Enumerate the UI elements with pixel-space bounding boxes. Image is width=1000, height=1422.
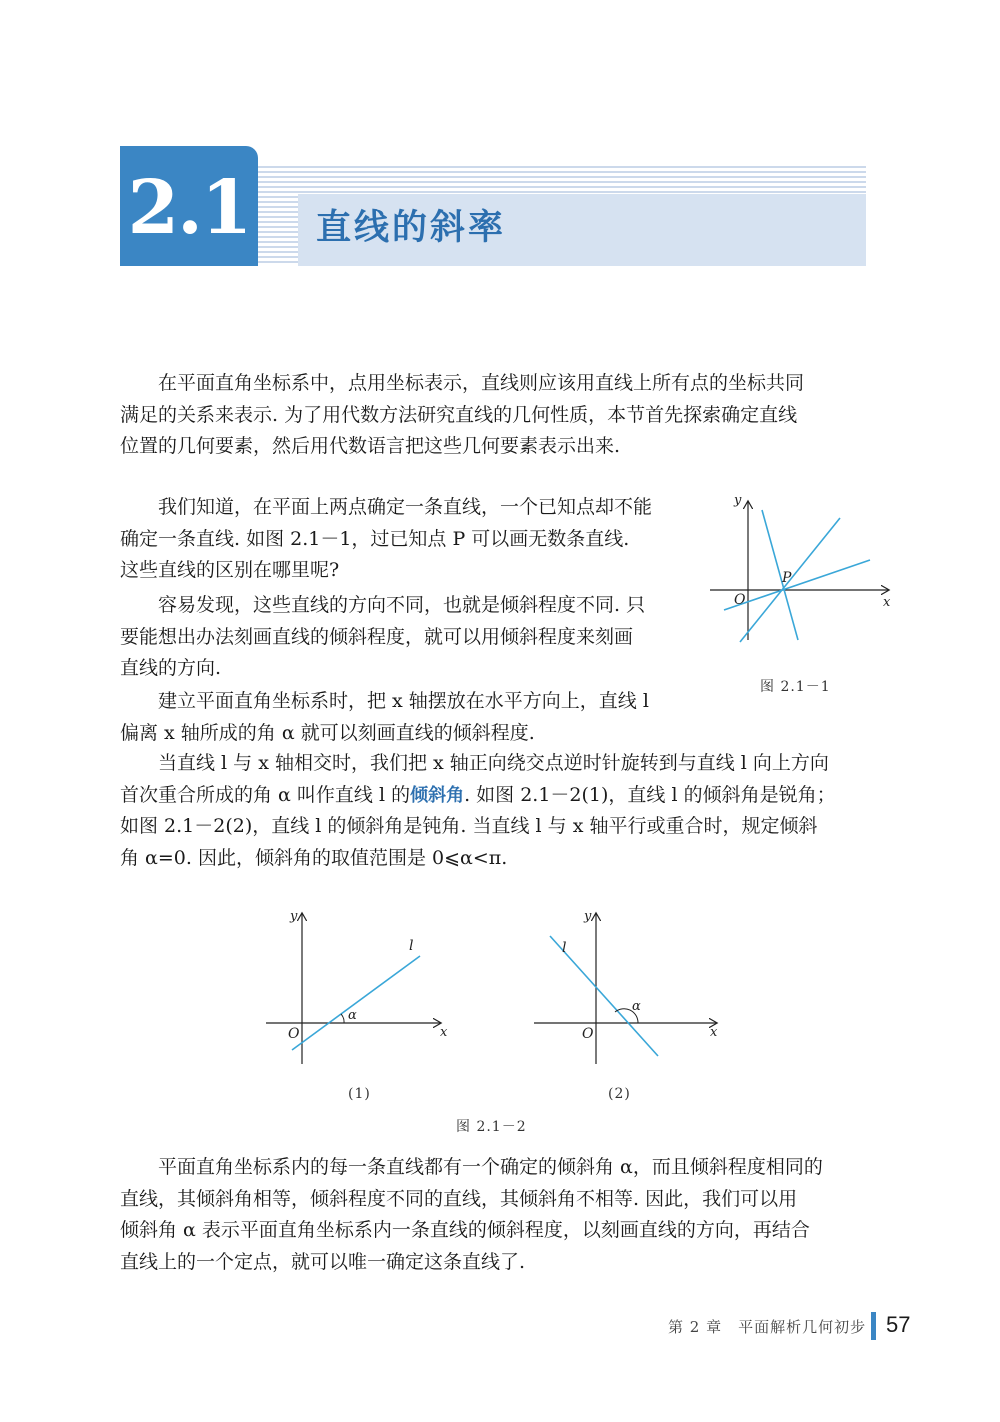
line-label: l [562, 940, 567, 956]
paragraph-intro [120, 368, 866, 463]
footer-chapter: 第 2 章 平面解析几何初步 [668, 1318, 867, 1336]
paragraph-two-points [120, 492, 690, 587]
text-line: 这些直线的区别在哪里呢? [120, 559, 340, 581]
figure-2-1-2-part2 [530, 906, 730, 1076]
text-line: 确定一条直线. 如图 2.1－1，过已知点 P 可以画无数条直线. [120, 527, 630, 550]
x-label: x [440, 1025, 448, 1040]
y-label: y [290, 909, 298, 924]
paragraph-definition [120, 748, 866, 874]
line-shallow [724, 560, 870, 610]
line-label: l [409, 938, 414, 954]
text-line: 当直线 l 与 x 轴相交时，我们把 x 轴正向绕交点逆时针旋转到与直线 l 向上方向 [158, 752, 829, 774]
text-line: 角 α=0. 因此，倾斜角的取值范围是 0⩽α<π. [120, 846, 508, 869]
angle-label: α [632, 999, 641, 1014]
figure-caption: 图 2.1－2 [456, 1119, 527, 1135]
y-label: y [584, 909, 592, 924]
text-line: 倾斜角 α 表示平面直角坐标系内一条直线的倾斜程度，以刻画直线的方向，再结合 [120, 1219, 810, 1241]
origin-label: O [288, 1026, 300, 1042]
text-line: 如图 2.1－2(2)，直线 l 的倾斜角是钝角. 当直线 l 与 x 轴平行或重合时，规定倾斜 [120, 815, 818, 837]
text-line: 平面直角坐标系内的每一条直线都有一个确定的倾斜角 α，而且倾斜程度相同的 [158, 1156, 823, 1178]
text-line: 位置的几何要素，然后用代数语言把这些几何要素表示出来. [120, 435, 621, 457]
origin-label: O [582, 1026, 594, 1042]
paragraph-angle [120, 686, 690, 749]
origin-label: O [734, 592, 746, 608]
text-line: 容易发现，这些直线的方向不同，也就是倾斜程度不同. 只 [158, 594, 646, 616]
paragraph-conclusion [120, 1152, 866, 1278]
text-line: 偏离 x 轴所成的角 α 就可以刻画直线的倾斜程度. [120, 721, 535, 744]
text-line: 在平面直角坐标系中，点用坐标表示，直线则应该用直线上所有点的坐标共同 [158, 372, 805, 394]
subfigure-caption: (1) [348, 1086, 371, 1102]
key-term: 倾斜角 [410, 784, 465, 806]
text-line: 建立平面直角坐标系时，把 x 轴摆放在水平方向上，直线 l [158, 690, 649, 712]
text-line: 直线上的一个定点，就可以唯一确定这条直线了. [120, 1250, 526, 1273]
section-title: 直线的斜率 [316, 208, 507, 248]
text-segment: 首次重合所成的角 α 叫作直线 l 的 [120, 783, 411, 806]
paragraph-direction [120, 590, 690, 685]
text-line: 我们知道，在平面上两点确定一条直线，一个已知点却不能 [158, 496, 653, 518]
line-steep [762, 510, 798, 640]
section-number: 2.1 [127, 165, 251, 251]
page-number: 57 [886, 1312, 911, 1337]
y-label: y [734, 493, 742, 508]
footer-divider [871, 1312, 876, 1340]
text-line: 直线，其倾斜角相等，倾斜程度不同的直线，其倾斜角不相等. 因此，我们可以用 [120, 1187, 798, 1210]
section-number-box [120, 146, 258, 266]
figure-2-1-2-part1 [262, 906, 462, 1076]
text-segment: . 如图 2.1－2(1)，直线 l 的倾斜角是锐角； [464, 783, 836, 806]
point-label: P [782, 570, 792, 586]
text-line [120, 780, 866, 812]
angle-arc [341, 1014, 344, 1023]
x-label: x [883, 595, 891, 610]
text-line: 满足的关系来表示. 为了用代数方法研究直线的几何性质，本节首先探索确定直线 [120, 403, 798, 426]
text-line: 直线的方向. [120, 657, 222, 679]
figure-2-1-1 [700, 490, 900, 650]
figure-caption: 图 2.1－1 [760, 679, 831, 695]
subfigure-caption: (2) [608, 1086, 631, 1102]
angle-label: α [348, 1008, 357, 1023]
line-l [292, 956, 420, 1050]
x-label: x [710, 1025, 718, 1040]
text-line: 要能想出办法刻画直线的倾斜程度，就可以用倾斜程度来刻画 [120, 625, 634, 648]
